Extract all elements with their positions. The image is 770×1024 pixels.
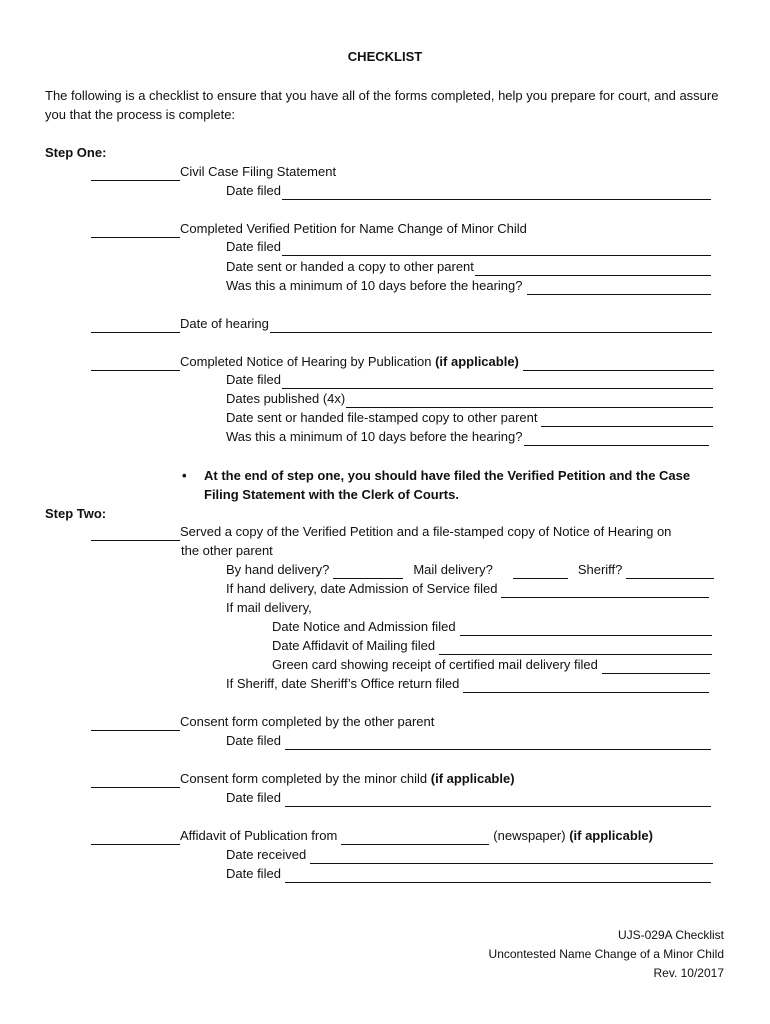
item-label: Civil Case Filing Statement (180, 164, 337, 179)
fill-line[interactable] (282, 374, 713, 389)
checklist-item-consent-parent (91, 712, 711, 731)
date-filed-row (226, 237, 711, 256)
fill-line[interactable] (460, 621, 712, 636)
checklist-item-filing-statement (91, 162, 711, 181)
form-title: Uncontested Name Change of a Minor Child (488, 947, 724, 961)
field-label: Date filed (226, 183, 281, 198)
if-applicable-label: (if applicable) (435, 354, 519, 369)
fill-line[interactable] (285, 735, 711, 750)
fill-line[interactable] (285, 792, 711, 807)
hand-delivery-row (226, 579, 709, 598)
form-footer (489, 926, 724, 983)
item-label: Consent form completed by the minor child (180, 771, 428, 786)
item-label: Served a copy of the Verified Petition and a file-stamped copy of Notice of Hearing on (180, 524, 672, 539)
if-applicable-label: (if applicable) (569, 828, 653, 843)
dates-published-row (226, 389, 713, 408)
intro-text: The following is a checklist to ensure that you have all of the forms completed, help you prepare for court, and assure you that the process is complete: (45, 88, 719, 122)
date-filed-row (226, 370, 713, 389)
field-label: Was this a minimum of 10 days before the hearing? (226, 429, 523, 444)
sheriff-blank[interactable] (626, 564, 714, 579)
fill-line[interactable] (346, 393, 713, 408)
by-hand-label: By hand delivery? (226, 562, 330, 577)
field-label: Date filed (226, 239, 281, 254)
item-label: Affidavit of Publication from (180, 828, 338, 843)
notice-admission-row (272, 617, 712, 636)
delivery-method-row (226, 560, 714, 579)
check-blank[interactable] (91, 356, 180, 371)
minimum-days-row (226, 427, 709, 446)
step-one-heading: Step One: (45, 145, 107, 160)
date-filed-row (226, 788, 711, 807)
newspaper-blank[interactable] (341, 831, 489, 845)
fill-line[interactable] (524, 431, 710, 446)
mail-delivery-heading: If mail delivery, (226, 600, 312, 615)
item-label: Completed Notice of Hearing by Publication (180, 354, 432, 369)
fill-line[interactable] (475, 261, 711, 276)
sheriff-return-row (226, 674, 709, 693)
minimum-days-row (226, 276, 711, 295)
fill-line[interactable] (285, 868, 711, 883)
note-text: At the end of step one, you should have filed the Verified Petition and the Case Filing Statement with the Clerk of Courts. (204, 468, 691, 502)
checklist-item-consent-child (91, 769, 711, 788)
newspaper-label: (newspaper) (493, 828, 566, 843)
field-label: Date Affidavit of Mailing filed (272, 638, 436, 653)
bullet-icon: • (182, 468, 187, 483)
fill-line[interactable] (282, 241, 711, 256)
check-blank[interactable] (91, 318, 180, 333)
check-blank[interactable] (91, 773, 180, 788)
date-sent-row (226, 257, 711, 276)
check-blank[interactable] (91, 830, 180, 845)
checklist-item-served-copy (91, 522, 716, 541)
date-filed-row (226, 181, 711, 200)
field-label: Date filed (226, 733, 281, 748)
fill-line[interactable] (270, 318, 712, 333)
step-one-note (182, 466, 722, 504)
green-card-row (272, 655, 710, 674)
field-label: Date filed (226, 372, 281, 387)
fill-line[interactable] (523, 356, 714, 371)
affidavit-mailing-row (272, 636, 712, 655)
checklist-item-notice-of-hearing (91, 352, 714, 371)
page-title: CHECKLIST (347, 49, 423, 64)
date-sent-row (226, 408, 713, 427)
checklist-item-verified-petition (91, 219, 711, 238)
fill-line[interactable] (527, 280, 712, 295)
if-applicable-label: (if applicable) (430, 771, 515, 786)
field-label: If hand delivery, date Admission of Service filed (226, 581, 498, 596)
date-filed-row (226, 864, 711, 883)
sheriff-label: Sheriff? (577, 562, 623, 577)
field-label: Was this a minimum of 10 days before the hearing? (226, 278, 523, 293)
mail-delivery-blank[interactable] (513, 565, 568, 579)
fill-line[interactable] (541, 412, 713, 427)
field-label: Date sent or handed a copy to other parent (226, 259, 474, 274)
check-blank[interactable] (91, 716, 180, 731)
fill-line[interactable] (310, 849, 713, 864)
by-hand-blank[interactable] (333, 565, 403, 579)
mail-delivery-label: Mail delivery? (413, 562, 493, 577)
form-number: UJS-029A Checklist (617, 928, 724, 942)
fill-line[interactable] (282, 185, 711, 200)
field-label: If Sheriff, date Sheriff’s Office return filed (226, 676, 460, 691)
checklist-item-date-of-hearing (91, 314, 712, 333)
check-blank[interactable] (91, 223, 180, 238)
date-received-row (226, 845, 713, 864)
field-label: Green card showing receipt of certified mail delivery filed (272, 657, 598, 672)
field-label: Dates published (4x) (226, 391, 346, 406)
fill-line[interactable] (602, 659, 710, 674)
item-label-continued: the other parent (181, 543, 273, 558)
date-filed-row (226, 731, 711, 750)
form-revision: Rev. 10/2017 (653, 966, 724, 980)
fill-line[interactable] (439, 640, 712, 655)
check-blank[interactable] (91, 166, 180, 181)
field-label: Date Notice and Admission filed (272, 619, 456, 634)
field-label: Date filed (226, 790, 281, 805)
field-label: Date received (226, 847, 307, 862)
step-two-heading: Step Two: (45, 506, 107, 521)
checklist-item-affidavit-publication (91, 826, 721, 845)
item-label: Consent form completed by the other parent (180, 714, 435, 729)
check-blank[interactable] (91, 526, 180, 541)
item-label: Date of hearing (180, 316, 269, 331)
field-label: Date filed (226, 866, 281, 881)
fill-line[interactable] (463, 678, 709, 693)
field-label: Date sent or handed file-stamped copy to other parent (226, 410, 538, 425)
fill-line[interactable] (501, 583, 709, 598)
item-label: Completed Verified Petition for Name Change of Minor Child (180, 221, 527, 236)
